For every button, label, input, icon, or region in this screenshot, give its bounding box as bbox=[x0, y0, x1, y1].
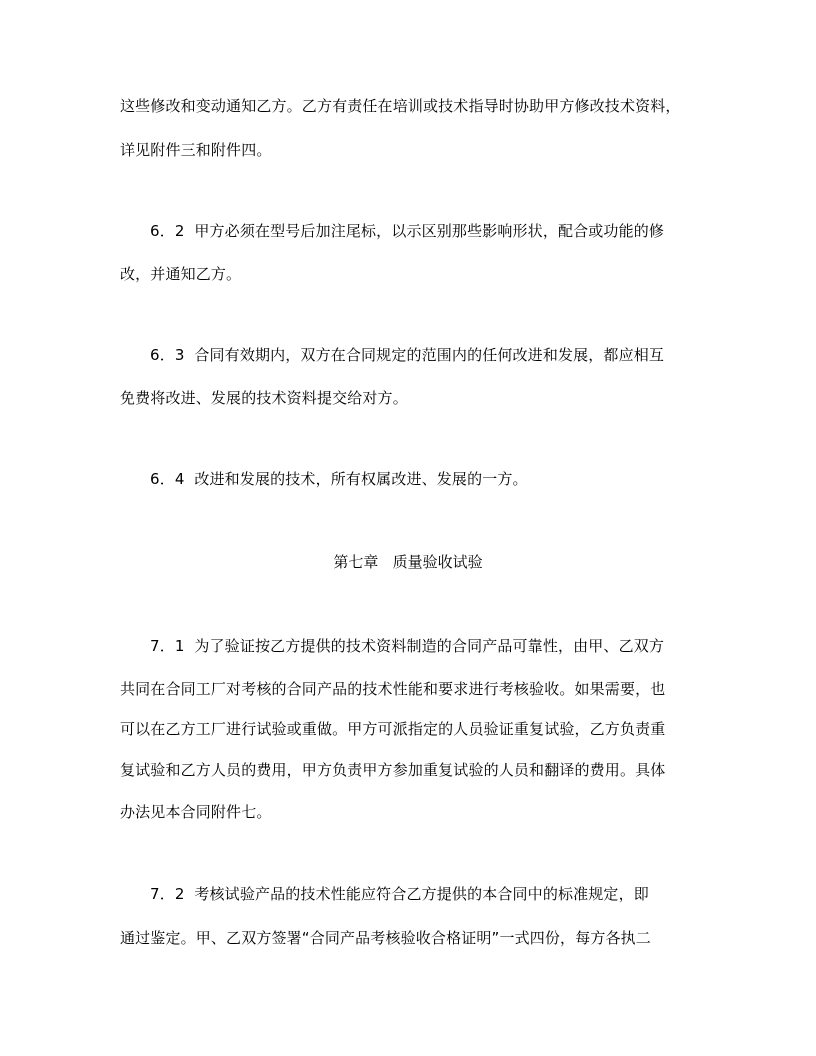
paragraph-line: 这些修改和变动通知乙方。乙方有责任在培训或技术指导时协助甲方修改技术资料， bbox=[120, 97, 681, 115]
clause-7-1-line: 7．1 为了验证按乙方提供的技术资料制造的合同产品可靠性，由甲、乙双方 bbox=[150, 637, 665, 655]
clause-7-1-line: 复试验和乙方人员的费用，甲方负责甲方参加重复试验的人员和翻译的费用。具体 bbox=[120, 761, 666, 779]
clause-6-3-line: 6．3 合同有效期内，双方在合同规定的范围内的任何改进和发展，都应相互 bbox=[150, 346, 665, 364]
clause-6-2-line: 改，并通知乙方。 bbox=[120, 265, 242, 283]
clause-6-3-line: 免费将改进、发展的技术资料提交给对方。 bbox=[120, 389, 408, 407]
paragraph-line: 详见附件三和附件四。 bbox=[120, 141, 272, 159]
clause-7-2-line: 7．2 考核试验产品的技术性能应符合乙方提供的本合同中的标准规定，即 bbox=[150, 885, 649, 903]
chapter-heading: 第七章 质量验收试验 bbox=[333, 553, 483, 571]
clause-7-1-line: 共同在合同工厂对考核的合同产品的技术性能和要求进行考核验收。如果需要，也 bbox=[120, 680, 666, 698]
clause-6-2-line: 6．2 甲方必须在型号后加注尾标，以示区别那些影响形状，配合或功能的修 bbox=[150, 222, 665, 240]
clause-6-4-line: 6．4 改进和发展的技术，所有权属改进、发展的一方。 bbox=[150, 470, 528, 488]
clause-7-1-line: 可以在乙方工厂进行试验或重做。甲方可派指定的人员验证重复试验，乙方负责重 bbox=[120, 720, 666, 738]
clause-7-1-line: 办法见本合同附件七。 bbox=[120, 803, 272, 821]
clause-7-2-line: 通过鉴定。甲、乙双方签署“合同产品考核验收合格证明”一式四份，每方各执二 bbox=[120, 929, 651, 947]
